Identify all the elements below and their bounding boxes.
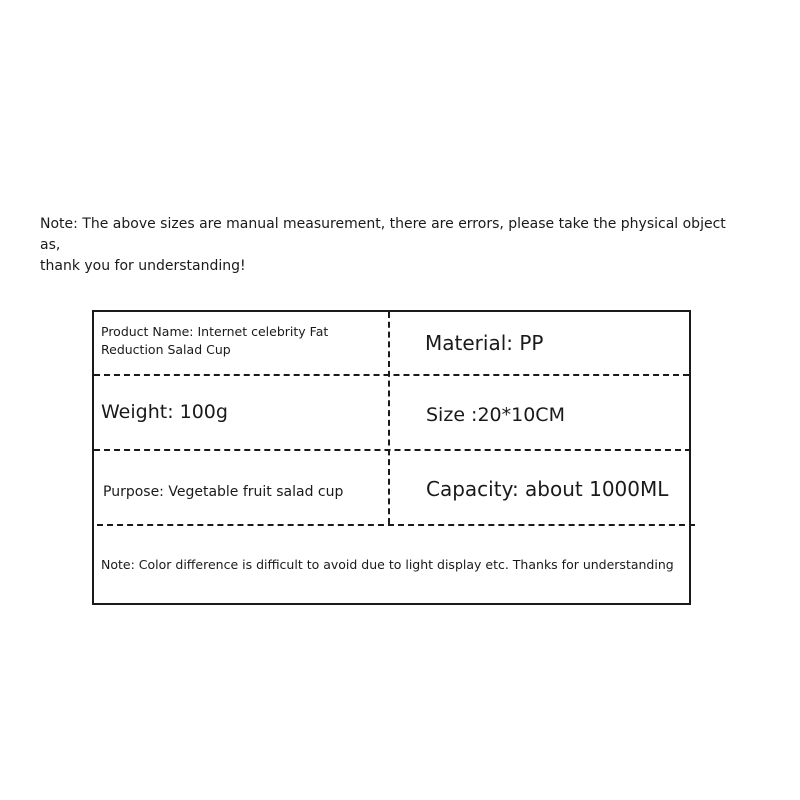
purpose-cell: Purpose: Vegetable fruit salad cup <box>103 484 344 500</box>
top-note-line-1: Note: The above sizes are manual measurement, there are errors, please take the physical object as, <box>40 216 726 253</box>
row-divider-1 <box>94 374 689 376</box>
column-divider <box>388 312 390 524</box>
spec-table <box>92 310 691 605</box>
top-note-line-2: thank you for understanding! <box>40 258 246 274</box>
row-divider-2 <box>94 449 691 451</box>
product-name-line-1: Product Name: Internet celebrity Fat <box>101 324 329 339</box>
top-note <box>40 214 740 277</box>
row-divider-3 <box>97 524 695 526</box>
product-name-cell <box>101 323 328 359</box>
weight-cell: Weight: 100g <box>101 401 228 423</box>
size-cell: Size :20*10CM <box>426 404 565 426</box>
bottom-note-cell: Note: Color difference is difficult to avoid due to light display etc. Thanks for understanding <box>101 557 674 572</box>
material-cell: Material: PP <box>425 331 544 355</box>
product-name-line-2: Reduction Salad Cup <box>101 342 231 357</box>
capacity-cell: Capacity: about 1000ML <box>426 477 669 501</box>
